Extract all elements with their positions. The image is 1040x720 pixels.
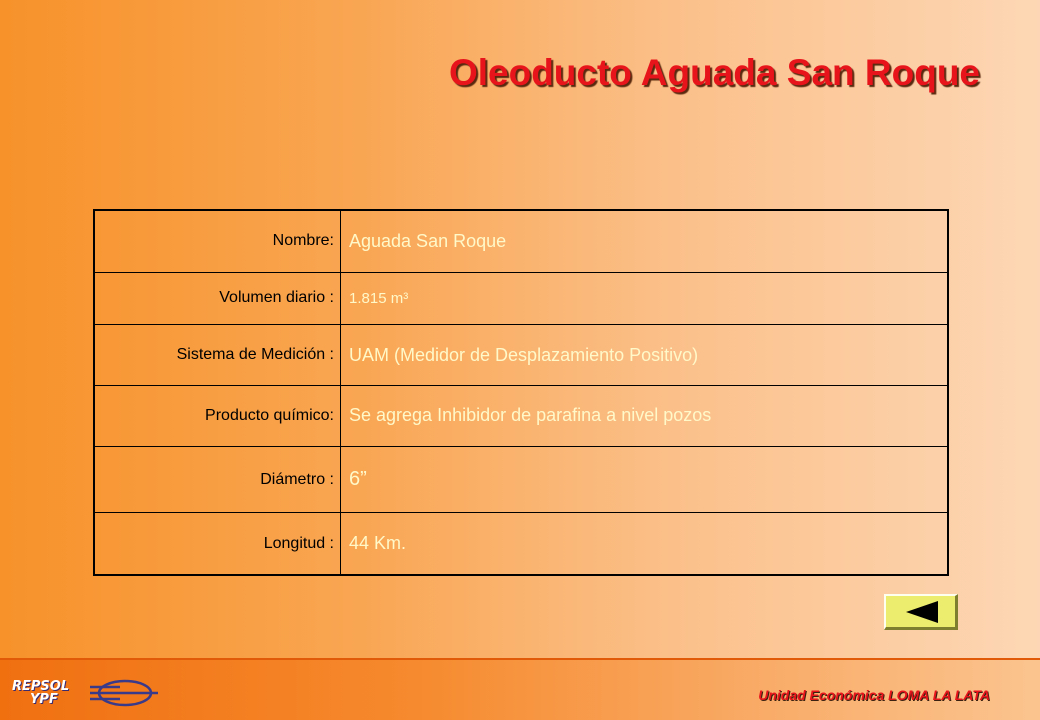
- table-row: [94, 325, 948, 386]
- row-value: Aguada San Roque: [341, 210, 949, 272]
- logo-text: [12, 680, 69, 706]
- table-row: [94, 210, 948, 272]
- table-row: [94, 513, 948, 575]
- unit-label: Unidad Económica LOMA LA LATA: [758, 687, 990, 703]
- table-row: [94, 446, 948, 512]
- slide-title: Oleoducto Aguada San Roque: [448, 52, 980, 93]
- row-label: Producto químico:: [94, 386, 341, 447]
- table-row: [94, 272, 948, 325]
- row-label: Nombre:: [94, 210, 341, 272]
- logo-line-1: REPSOL: [12, 679, 70, 694]
- row-value: 44 Km.: [341, 513, 949, 575]
- row-label: Longitud :: [94, 513, 341, 575]
- row-label: Sistema de Medición :: [94, 325, 341, 386]
- row-value: UAM (Medidor de Desplazamiento Positivo): [341, 325, 949, 386]
- table-row: [94, 386, 948, 447]
- row-label: Diámetro :: [94, 446, 341, 512]
- row-label: Volumen diario :: [94, 272, 341, 325]
- left-triangle-icon: [904, 599, 940, 625]
- pipeline-info-table: [93, 209, 949, 576]
- logo-line-2: YPF: [30, 692, 58, 707]
- row-value: Se agrega Inhibidor de parafina a nivel pozos: [341, 386, 949, 447]
- row-value: 1.815 m³: [341, 272, 949, 325]
- back-button[interactable]: [884, 594, 958, 630]
- row-value: 6”: [341, 446, 949, 512]
